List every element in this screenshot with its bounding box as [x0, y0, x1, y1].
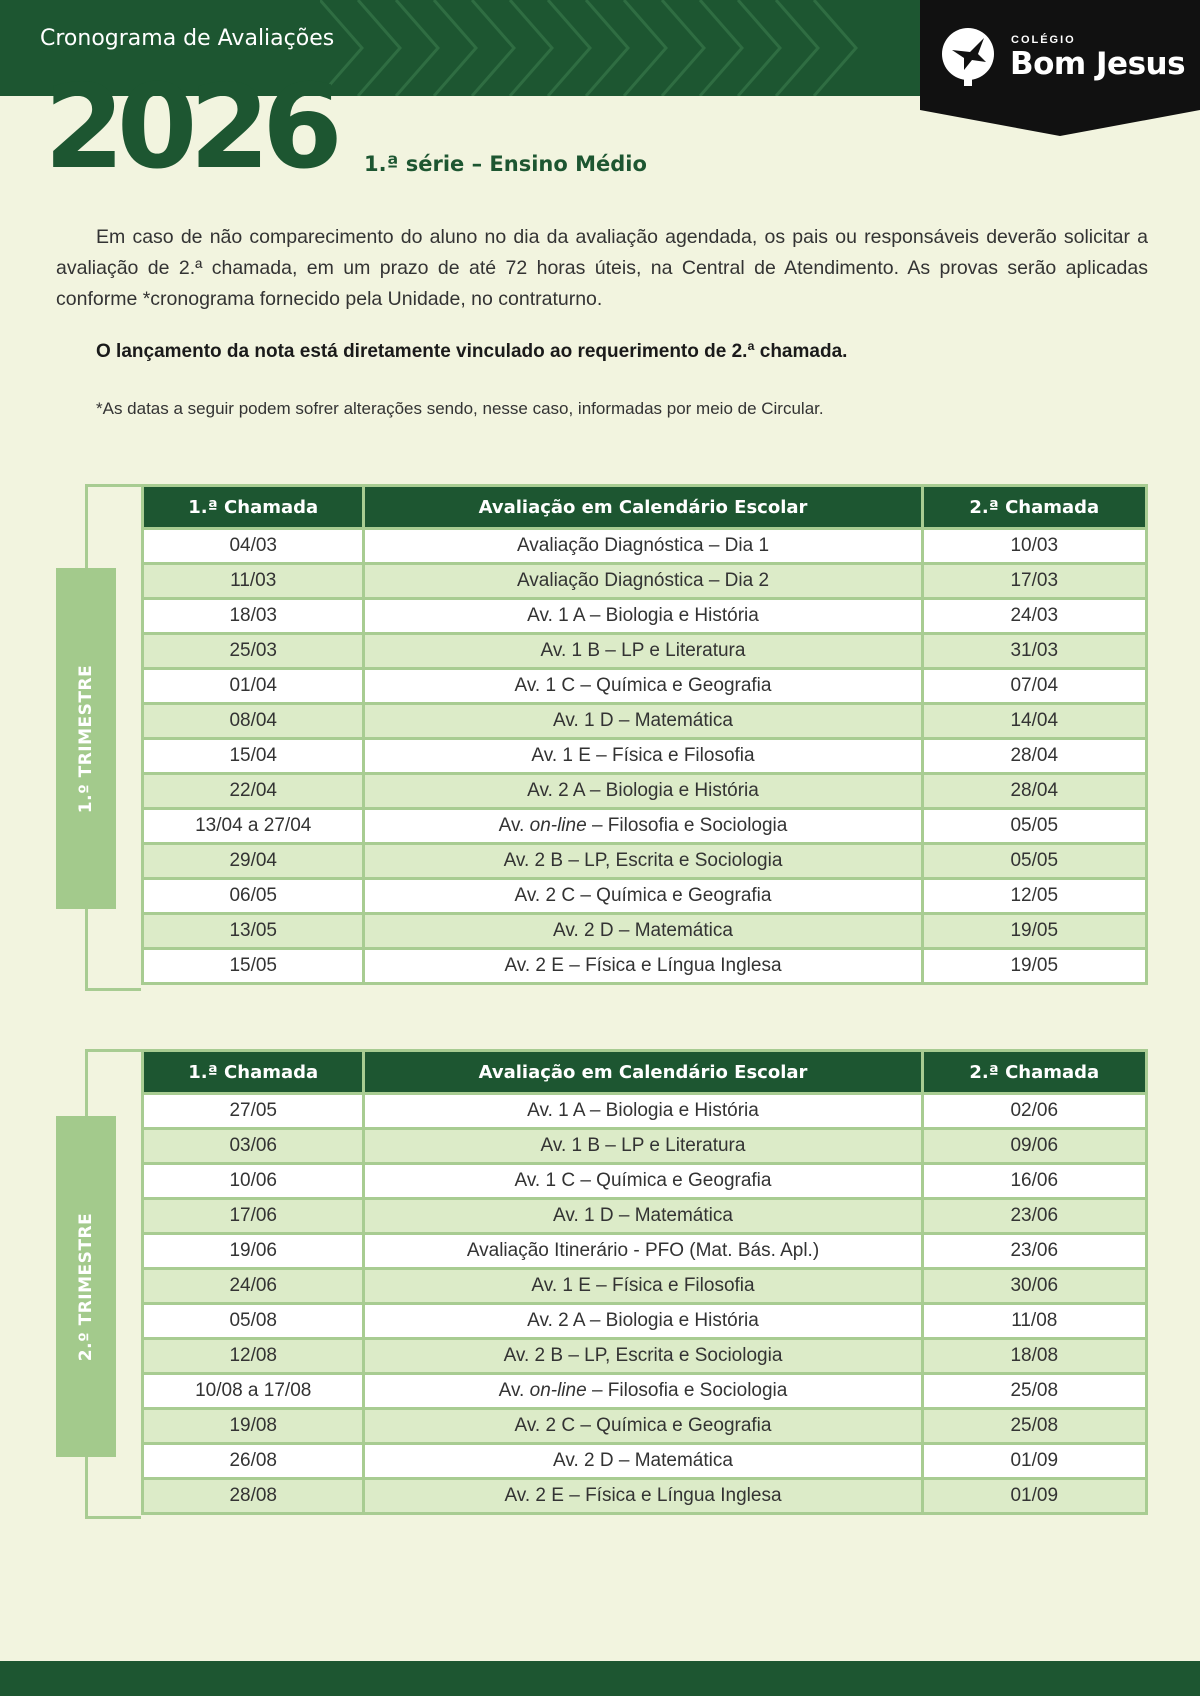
second-call-date: 10/03 [922, 529, 1146, 564]
assessment-emphasis: on-line [529, 1380, 587, 1401]
assessment-text: Avaliação Diagnóstica – Dia 2 [516, 570, 770, 591]
assessment-text: Av. [498, 1380, 530, 1401]
second-call-date: 01/09 [922, 1479, 1146, 1514]
table-row [143, 704, 1147, 739]
first-call-date: 15/04 [143, 739, 364, 774]
assessment-name [364, 529, 922, 564]
table-row [143, 1479, 1147, 1514]
term-label: 1.º TRIMESTRE [76, 664, 96, 813]
table-row [143, 1164, 1147, 1199]
logo-name: Bom Jesus [1010, 46, 1186, 82]
first-call-date: 28/08 [143, 1479, 364, 1514]
assessment-name [364, 1409, 922, 1444]
second-call-date: 30/06 [922, 1269, 1146, 1304]
assessment-text: Avaliação Itinerário - PFO (Mat. Bás. Apl.) [466, 1240, 820, 1261]
assessment-name [364, 949, 922, 984]
assessment-name [364, 844, 922, 879]
assessment-text: Av. 2 D – Matemática [553, 1450, 733, 1471]
term-label-box [56, 568, 116, 909]
year-title: 2026 [44, 60, 335, 195]
assessment-name [364, 1339, 922, 1374]
table-row [143, 1094, 1147, 1129]
table-row [143, 1234, 1147, 1269]
second-call-date: 28/04 [922, 774, 1146, 809]
header-second-call: 2.ª Chamada [922, 486, 1146, 529]
date-footnote: *As datas a seguir podem sofrer alterações sendo, nesse caso, informadas por meio de Circular. [96, 399, 824, 418]
assessment-name [364, 879, 922, 914]
assessment-text: Av. 2 B – LP, Escrita e Sociologia [503, 850, 783, 871]
table-row [143, 1444, 1147, 1479]
first-call-date: 19/06 [143, 1234, 364, 1269]
first-call-date: 26/08 [143, 1444, 364, 1479]
first-call-date: 13/05 [143, 914, 364, 949]
table-row [143, 774, 1147, 809]
second-call-date: 02/06 [922, 1094, 1146, 1129]
first-call-date: 15/05 [143, 949, 364, 984]
assessment-name [364, 669, 922, 704]
grade-notice: O lançamento da nota está diretamente vinculado ao requerimento de 2.ª chamada. [96, 341, 848, 362]
schedule-table-term-1 [141, 484, 1148, 985]
first-call-date: 19/08 [143, 1409, 364, 1444]
second-call-date: 16/06 [922, 1164, 1146, 1199]
page-subtitle: 1.ª série – Ensino Médio [364, 152, 647, 176]
first-call-date: 06/05 [143, 879, 364, 914]
table-row [143, 949, 1147, 984]
footer-band [0, 1661, 1200, 1696]
assessment-text: Av. 1 D – Matemática [553, 710, 733, 731]
assessment-emphasis: on-line [529, 815, 587, 836]
table-row [143, 914, 1147, 949]
assessment-text: Av. 1 A – Biologia e História [527, 1100, 759, 1121]
assessment-text-suffix: – Filosofia e Sociologia [586, 1380, 788, 1401]
assessment-text: Av. [498, 815, 530, 836]
first-call-date: 13/04 a 27/04 [143, 809, 364, 844]
term-label: 2.º TRIMESTRE [76, 1212, 96, 1361]
first-call-date: 22/04 [143, 774, 364, 809]
assessment-name [364, 1304, 922, 1339]
first-call-date: 05/08 [143, 1304, 364, 1339]
header-first-call: 1.ª Chamada [143, 486, 364, 529]
document-heading: Cronograma de Avaliações [40, 26, 335, 51]
assessment-name [364, 1094, 922, 1129]
assessment-text: Av. 1 B – LP e Literatura [540, 640, 746, 661]
first-call-date: 18/03 [143, 599, 364, 634]
logo-small-text: COLÉGIO [1011, 34, 1076, 46]
second-call-date: 17/03 [922, 564, 1146, 599]
term-2-section [56, 1049, 1148, 1519]
assessment-text: Av. 1 C – Química e Geografia [514, 675, 772, 696]
table-header-row [143, 486, 1147, 529]
term-label-box [56, 1116, 116, 1457]
table-row [143, 634, 1147, 669]
assessment-name [364, 739, 922, 774]
chevron-pattern [320, 0, 880, 96]
table-row [143, 529, 1147, 564]
intro-paragraph: Em caso de não comparecimento do aluno no dia da avaliação agendada, os pais ou responsáveis deverão solicitar a avaliação de 2.ª chamada, em um prazo de até 72 horas úteis, na Central de Atendimento. As provas serão aplicadas conforme *cronograma fornecido pela Unidade, no contraturno. [56, 226, 1148, 310]
assessment-text: Av. 1 E – Física e Filosofia [531, 745, 755, 766]
assessment-name [364, 809, 922, 844]
assessment-text: Av. 1 C – Química e Geografia [514, 1170, 772, 1191]
second-call-date: 19/05 [922, 949, 1146, 984]
assessment-name [364, 1444, 922, 1479]
assessment-name [364, 599, 922, 634]
header-assessment: Avaliação em Calendário Escolar [364, 486, 922, 529]
table-header-row [143, 1051, 1147, 1094]
assessment-text: Avaliação Diagnóstica – Dia 1 [516, 535, 770, 556]
table-row [143, 599, 1147, 634]
first-call-date: 12/08 [143, 1339, 364, 1374]
second-call-date: 23/06 [922, 1199, 1146, 1234]
table-row [143, 1339, 1147, 1374]
table-row [143, 1409, 1147, 1444]
assessment-name [364, 634, 922, 669]
second-call-date: 25/08 [922, 1374, 1146, 1409]
assessment-text: Av. 2 C – Química e Geografia [514, 1415, 772, 1436]
second-call-date: 25/08 [922, 1409, 1146, 1444]
assessment-name [364, 1164, 922, 1199]
second-call-date: 11/08 [922, 1304, 1146, 1339]
assessment-name [364, 1269, 922, 1304]
first-call-date: 10/08 a 17/08 [143, 1374, 364, 1409]
table-row [143, 879, 1147, 914]
first-call-date: 10/06 [143, 1164, 364, 1199]
table-row [143, 844, 1147, 879]
table-row [143, 1129, 1147, 1164]
bird-logo-icon [940, 26, 996, 86]
header-assessment: Avaliação em Calendário Escolar [364, 1051, 922, 1094]
term-1-section [56, 484, 1148, 991]
assessment-name [364, 1234, 922, 1269]
second-call-date: 19/05 [922, 914, 1146, 949]
second-call-date: 28/04 [922, 739, 1146, 774]
assessment-name [364, 1374, 922, 1409]
table-row [143, 809, 1147, 844]
first-call-date: 01/04 [143, 669, 364, 704]
assessment-text: Av. 2 E – Física e Língua Inglesa [504, 1485, 782, 1506]
first-call-date: 03/06 [143, 1129, 364, 1164]
schedule-table-term-2 [141, 1049, 1148, 1515]
assessment-name [364, 704, 922, 739]
first-call-date: 17/06 [143, 1199, 364, 1234]
assessment-name [364, 1199, 922, 1234]
table-row [143, 1374, 1147, 1409]
assessment-text-suffix: – Filosofia e Sociologia [586, 815, 788, 836]
assessment-name [364, 774, 922, 809]
second-call-date: 01/09 [922, 1444, 1146, 1479]
second-call-date: 12/05 [922, 879, 1146, 914]
table-row [143, 1304, 1147, 1339]
second-call-date: 23/06 [922, 1234, 1146, 1269]
first-call-date: 24/06 [143, 1269, 364, 1304]
table-row [143, 669, 1147, 704]
first-call-date: 11/03 [143, 564, 364, 599]
first-call-date: 27/05 [143, 1094, 364, 1129]
second-call-date: 14/04 [922, 704, 1146, 739]
table-row [143, 1269, 1147, 1304]
second-call-date: 31/03 [922, 634, 1146, 669]
assessment-name [364, 914, 922, 949]
assessment-name [364, 564, 922, 599]
assessment-name [364, 1479, 922, 1514]
assessment-text: Av. 1 E – Física e Filosofia [531, 1275, 755, 1296]
header-first-call: 1.ª Chamada [143, 1051, 364, 1094]
header-second-call: 2.ª Chamada [922, 1051, 1146, 1094]
first-call-date: 29/04 [143, 844, 364, 879]
assessment-text: Av. 2 A – Biologia e História [527, 780, 759, 801]
assessment-text: Av. 1 B – LP e Literatura [540, 1135, 746, 1156]
second-call-date: 05/05 [922, 809, 1146, 844]
second-call-date: 09/06 [922, 1129, 1146, 1164]
table-row [143, 564, 1147, 599]
assessment-text: Av. 2 A – Biologia e História [527, 1310, 759, 1331]
first-call-date: 08/04 [143, 704, 364, 739]
table-row [143, 739, 1147, 774]
assessment-text: Av. 2 C – Química e Geografia [514, 885, 772, 906]
assessment-text: Av. 1 D – Matemática [553, 1205, 733, 1226]
first-call-date: 04/03 [143, 529, 364, 564]
first-call-date: 25/03 [143, 634, 364, 669]
second-call-date: 18/08 [922, 1339, 1146, 1374]
assessment-text: Av. 2 E – Física e Língua Inglesa [504, 955, 782, 976]
assessment-text: Av. 2 D – Matemática [553, 920, 733, 941]
assessment-name [364, 1129, 922, 1164]
assessment-text: Av. 2 B – LP, Escrita e Sociologia [503, 1345, 783, 1366]
table-row [143, 1199, 1147, 1234]
assessment-text: Av. 1 A – Biologia e História [527, 605, 759, 626]
second-call-date: 07/04 [922, 669, 1146, 704]
second-call-date: 24/03 [922, 599, 1146, 634]
second-call-date: 05/05 [922, 844, 1146, 879]
